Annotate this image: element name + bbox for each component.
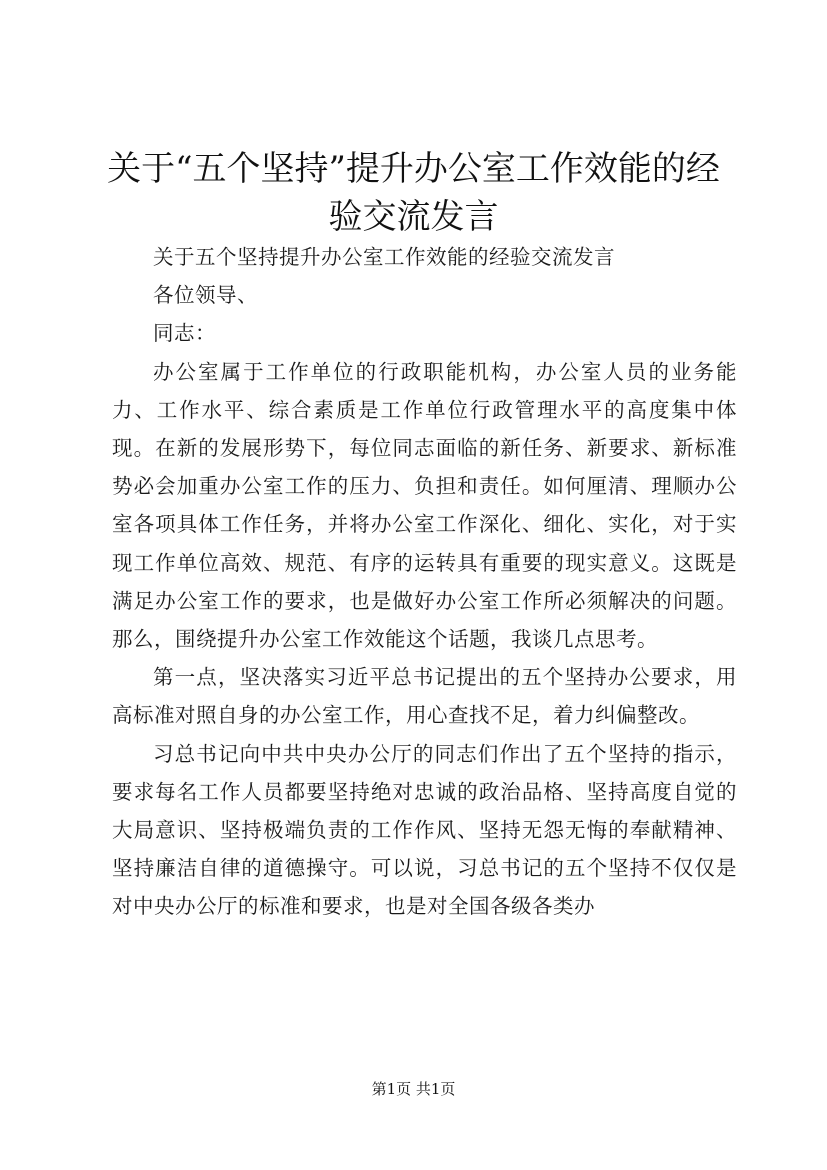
page-footer: 第1页 共1页 (371, 1080, 456, 1098)
paragraph-point-one: 第一点，坚决落实习近平总书记提出的五个坚持办公要求，用高标准对照自身的办公室工作，用心查找不足，着力纠偏整改。 (112, 665, 737, 728)
paragraph-subtitle: 关于五个坚持提升办公室工作效能的经验交流发言 (153, 245, 615, 269)
paragraph-salutation-2: 同志： (153, 321, 216, 346)
paragraph-salutation-1: 各位领导、 (153, 283, 258, 308)
paragraph-intro: 办公室属于工作单位的行政职能机构，办公室人员的业务能力、工作水平、综合素质是工作单位行政管理水平的高度集中体现。在新的发展形势下，每位同志面临的新任务、新要求、新标准势必会加重办公室工作的压力、负担和责任。如何厘清、理顺办公室各项具体工作任务，并将办公室工作深化、细化、实化，对于实现工作单位高效、规范、有序的运转具有重要的现实意义。这既是满足办公室工作的要求，也是做好办公室工作所必须解决的问题。那么，围绕提升办公室工作效能这个话题，我谈几点思考。 (112, 359, 737, 652)
paragraph-five-insistences: 习总书记向中共中央办公厅的同志们作出了五个坚持的指示，要求每名工作人员都要坚持绝对忠诚的政治品格、坚持高度自觉的大局意识、坚持极端负责的工作作风、坚持无怨无悔的奉献精神、坚持廉洁自律的道德操守。可以说，习总书记的五个坚持不仅仅是对中央办公厅的标准和要求，也是对全国各级各类办 (112, 741, 737, 919)
document-body (112, 238, 737, 926)
document-title: 关于“五个坚持”提升办公室工作效能的经验交流发言 (107, 149, 720, 237)
